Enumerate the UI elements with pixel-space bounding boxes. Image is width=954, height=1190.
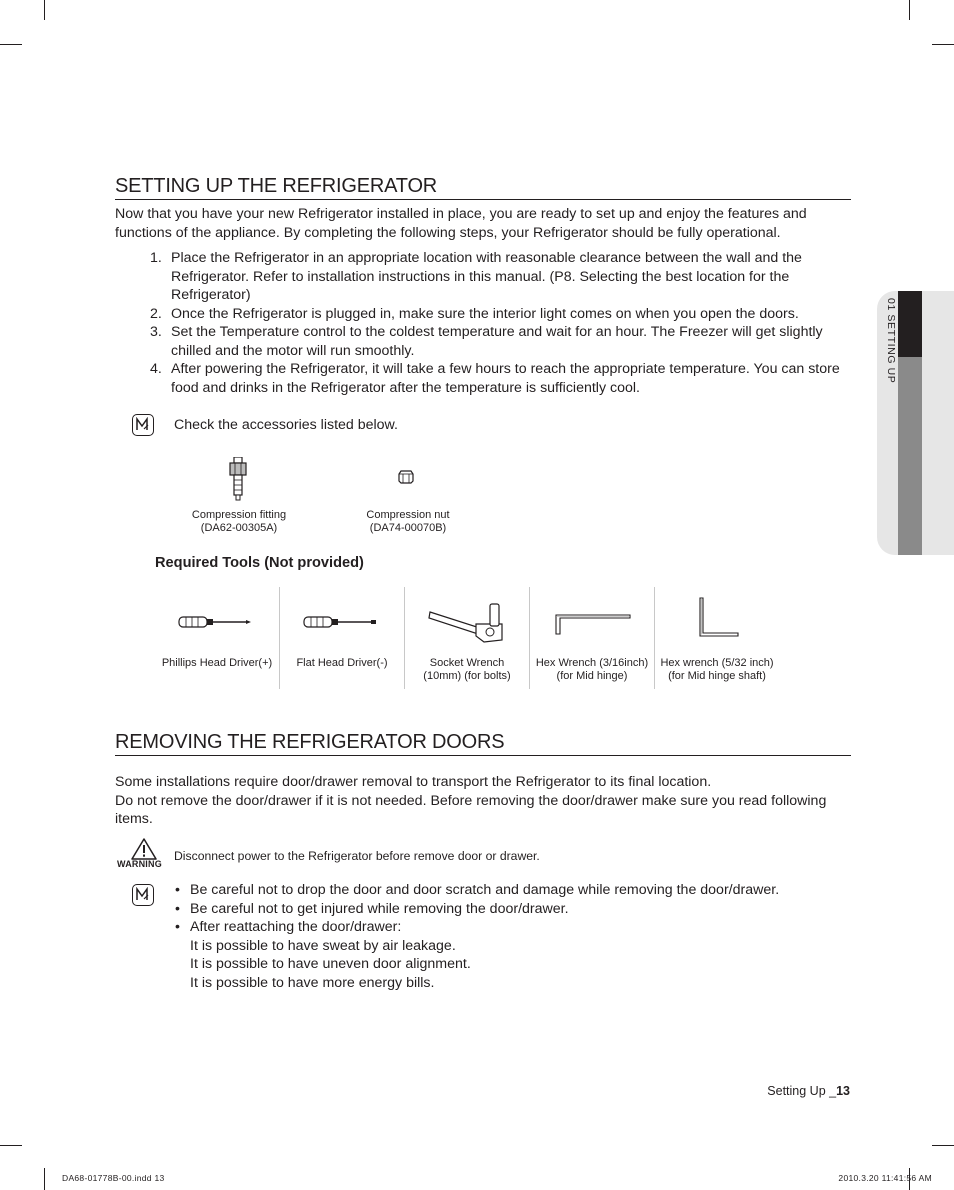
setup-step: 2. Once the Refrigerator is plugged in, make sure the interior light comes on when you open the doors. (150, 305, 799, 322)
warning-text: Disconnect power to the Refrigerator before remove door or drawer. (174, 849, 540, 863)
list-subline: It is possible to have sweat by air leakage. (190, 937, 456, 954)
flat-screwdriver-icon (303, 615, 377, 629)
doors-intro: Some installations require door/drawer removal to transport the Refrigerator to its final location. Do not remove the door/drawer if it is not needed. Before removing the door/drawer make sure you read following items. (115, 774, 827, 827)
crop-mark (44, 0, 45, 20)
tool-caption: Flat Head Driver(-) (296, 657, 388, 669)
page-footer (767, 1084, 850, 1098)
crop-mark (932, 1145, 954, 1146)
list-item: • After reattaching the door/drawer: It is possible to have sweat by air leakage. It is possible to have uneven door alignment. It is possible to have more energy bills. (172, 918, 852, 992)
setup-step: 3. Set the Temperature control to the coldest temperature and wait for an hour. The Freezer will get slightly chilled and the motor will run smoothly. (150, 324, 823, 359)
list-item: • Be careful not to get injured while removing the door/drawer. (175, 900, 569, 917)
compression-nut-icon (398, 470, 414, 484)
setup-step: 4. After powering the Refrigerator, it will take a few hours to reach the appropriate temperature. You can store food and drinks in the Refrigerator after the temperature is sufficiently cool. (150, 361, 840, 396)
tool-caption: Socket Wrench (10mm) (for bolts) (423, 657, 511, 682)
note-icon (132, 414, 154, 436)
section-title-setup: SETTING UP THE REFRIGERATOR (115, 175, 851, 200)
tool-divider (279, 587, 280, 689)
tool-caption: Hex wrench (5/32 inch) (for Mid hinge shaft) (660, 657, 774, 682)
file-name: DA68-01778B-00.indd 13 (62, 1173, 165, 1183)
phillips-screwdriver-icon (178, 615, 252, 629)
section-title-doors: REMOVING THE REFRIGERATOR DOORS (115, 731, 851, 756)
tools-heading: Required Tools (Not provided) (155, 555, 364, 571)
footer-section-label: Setting Up _ (767, 1084, 837, 1098)
tool-caption: Hex Wrench (3/16inch) (for Mid hinge) (535, 657, 649, 682)
list-subline: It is possible to have more energy bills. (190, 974, 435, 991)
hex-wrench-icon (698, 596, 742, 638)
compression-fitting-icon (228, 457, 248, 501)
page-number: 13 (836, 1084, 850, 1098)
accessory-caption: Compression fitting (DA62-00305A) (191, 509, 287, 534)
warning-label: WARNING (117, 859, 162, 869)
socket-wrench-icon (428, 602, 508, 644)
crop-mark (44, 1168, 45, 1190)
crop-mark (932, 44, 954, 45)
tool-caption: Phillips Head Driver(+) (161, 657, 273, 669)
side-tab-band (898, 357, 922, 555)
crop-mark (0, 1145, 22, 1146)
note-icon (132, 884, 154, 906)
setup-intro: Now that you have your new Refrigerator installed in place, you are ready to set up and enjoy the features and functions of the appliance. By completing the following steps, your Refrigerator should be fully operational. (115, 206, 807, 241)
hex-wrench-icon (554, 612, 632, 636)
list-item: • Be careful not to drop the door and door scratch and damage while removing the door/drawer. (175, 882, 780, 898)
side-tab-marker (898, 291, 922, 357)
print-timestamp: 2010.3.20 11:41:56 AM (838, 1173, 932, 1183)
setup-step: 1. Place the Refrigerator in an appropriate location with reasonable clearance between the wall and the Refrigerator. Refer to installation instructions in this manual. (P8. Selecting the best location for the Refrigerator) (150, 250, 802, 303)
setup-steps (150, 249, 852, 397)
caution-list (172, 881, 852, 992)
list-subline: It is possible to have uneven door alignment. (190, 956, 471, 972)
accessories-note: Check the accessories listed below. (174, 417, 398, 433)
accessory-caption: Compression nut (DA74-00070B) (366, 509, 450, 534)
warning-icon (131, 838, 157, 860)
side-tab-label: 01 SETTING UP (885, 298, 897, 384)
crop-mark (909, 0, 910, 20)
crop-mark (0, 44, 22, 45)
